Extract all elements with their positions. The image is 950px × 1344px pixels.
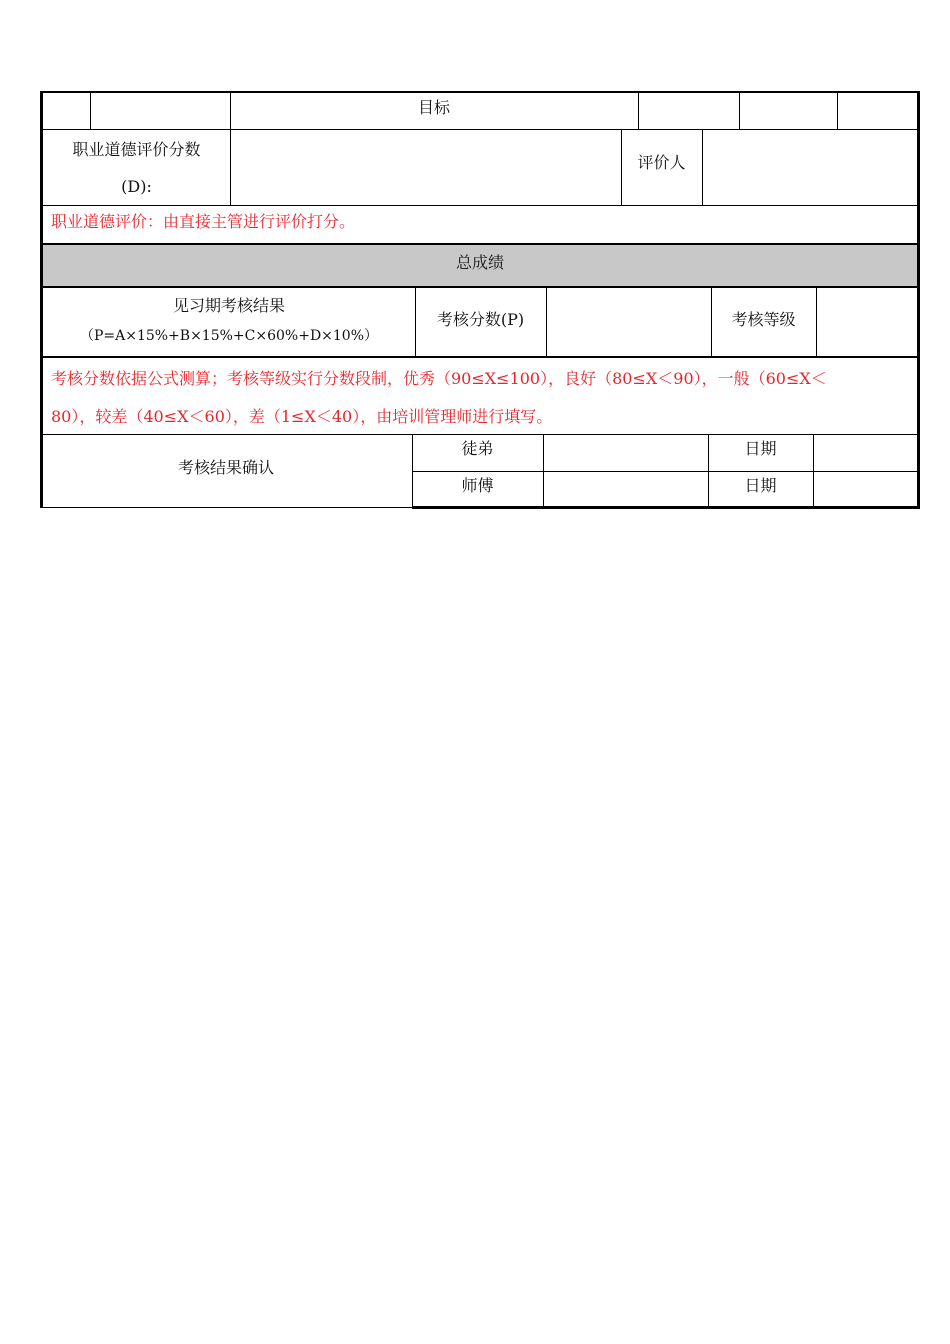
goal-item-cell[interactable] <box>90 93 230 131</box>
evaluator-label-text: 评价人 <box>637 152 686 172</box>
apprentice-date-label-text: 日期 <box>744 438 777 458</box>
result-title-text: 见习期考核结果 <box>172 296 285 315</box>
score-p-label-text: 考核分数(P) <box>436 309 525 329</box>
goal-value-cell-2[interactable] <box>739 93 837 131</box>
ethics-score-label-line2: (D): <box>121 177 152 196</box>
evaluation-form-table <box>40 91 920 508</box>
ethics-note <box>51 206 917 234</box>
total-header-text: 总成绩 <box>455 253 504 272</box>
apprentice-signature-input[interactable] <box>543 434 708 471</box>
total-header <box>43 245 917 278</box>
goal-label <box>230 93 638 119</box>
ethics-note-text: 职业道德评价：由直接主管进行评价打分。 <box>51 211 356 231</box>
grade-label <box>711 288 816 348</box>
ethics-score-label <box>43 130 230 206</box>
master-label <box>412 471 543 497</box>
confirm-row <box>40 434 920 508</box>
result-title <box>43 288 415 358</box>
total-header-row <box>40 243 920 286</box>
goal-row <box>40 91 920 129</box>
master-date-label <box>708 471 813 497</box>
score-p-input[interactable] <box>546 288 711 358</box>
grade-input[interactable] <box>816 288 923 358</box>
apprentice-label <box>412 434 543 460</box>
grade-label-text: 考核等级 <box>731 309 796 329</box>
goal-label-text: 目标 <box>417 97 450 117</box>
rule-note-line2: 80），较差（40≤X＜60），差（1≤X＜40），由培训管理师进行填写。 <box>51 407 553 426</box>
goal-value-cell-3[interactable] <box>837 93 923 131</box>
master-date-label-text: 日期 <box>744 475 777 495</box>
result-formula: （P=A×15%+B×15%+C×60%+D×10%） <box>79 328 379 344</box>
rule-note <box>51 360 913 436</box>
master-date-input[interactable] <box>813 471 920 508</box>
result-row <box>40 286 920 356</box>
score-p-label <box>415 288 546 348</box>
master-signature-input[interactable] <box>543 471 708 508</box>
evaluator-label <box>621 130 702 192</box>
apprentice-date-label <box>708 434 813 460</box>
apprentice-date-input[interactable] <box>813 434 920 471</box>
apprentice-label-text: 徒弟 <box>461 438 494 458</box>
ethics-note-row <box>40 205 920 243</box>
confirm-label <box>40 434 412 498</box>
ethics-score-input[interactable] <box>230 130 621 206</box>
goal-index-cell[interactable] <box>43 93 90 131</box>
evaluator-input[interactable] <box>702 130 923 206</box>
ethics-score-label-line1: 职业道德评价分数 <box>72 140 201 159</box>
master-label-text: 师傅 <box>461 475 494 495</box>
ethics-score-row <box>40 129 920 205</box>
goal-value-cell-1[interactable] <box>638 93 739 131</box>
confirm-label-text: 考核结果确认 <box>177 457 274 477</box>
rule-note-row <box>40 356 920 434</box>
rule-note-line1: 考核分数依据公式测算；考核等级实行分数段制，优秀（90≤X≤100），良好（80≤X＜90），一般（60≤X＜ <box>51 369 827 388</box>
